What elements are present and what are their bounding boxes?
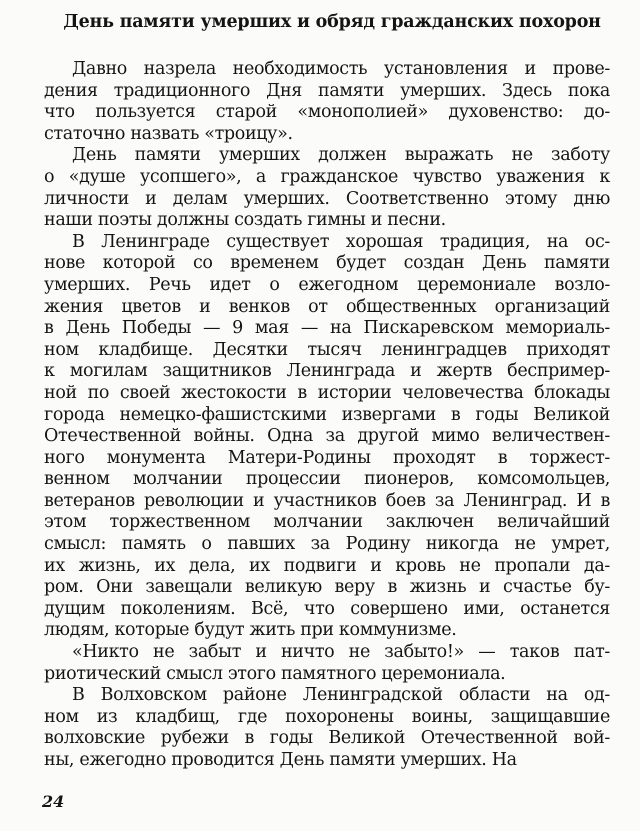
text-line: ром. Они завещали великую веру в жизнь и счастье бу- [44, 577, 610, 598]
paragraph [44, 145, 610, 231]
text-line: В Волховском районе Ленинградской области на од- [72, 685, 610, 706]
text-line: наши поэты должны создать гимны и песни. [44, 210, 446, 231]
body-text [44, 59, 610, 772]
text-line: города немецко-фашистскими извергами в годы Великой [44, 404, 610, 425]
text-line: ветеранов революции и участников боев за Ленинград. И в [44, 490, 610, 511]
text-line: Давно назрела необходимость установления и прове- [72, 59, 610, 79]
text-line: День памяти умерших должен выражать не заботу [72, 145, 610, 166]
text-line: людям, которые будут жить при коммунизме. [44, 620, 457, 641]
text-line: личности и делам умерших. Соответственно этому дню [44, 188, 610, 209]
text-line: статочно назвать «троицу». [44, 123, 293, 144]
paragraph [44, 642, 610, 685]
text-line: Отечественной войны. Одна за другой мимо величествен- [44, 426, 610, 447]
section-title: День памяти умерших и обряд гражданских похорон [63, 12, 601, 32]
text-line: волховские рубежи в годы Великой Отечественной вой- [44, 728, 610, 749]
text-line: дения традиционного Дня памяти умерших. Здесь пока [44, 80, 610, 101]
paragraph [44, 685, 610, 771]
text-line: этом торжественном молчании заключен величайший [44, 512, 610, 533]
text-line: смысл: память о павших за Родину никогда не умрет, [44, 534, 610, 555]
page-number: 24 [42, 792, 65, 811]
text-line: жения цветов и венков от общественных организаций [44, 296, 610, 317]
text-line: ного монумента Матери-Родины проходят в торжест- [44, 447, 610, 468]
text-line: о «душе усопшего», а гражданское чувство уважения к [44, 166, 610, 187]
text-line: умерших. Речь идет о ежегодном церемониале возло- [44, 274, 610, 295]
paragraph [44, 59, 610, 145]
paragraph [44, 232, 610, 642]
text-line: ной по своей жестокости в истории человечества блокады [44, 382, 610, 403]
text-line: В Ленинграде существует хорошая традиция, на ос- [72, 231, 610, 252]
text-line: что пользуется старой «монополией» духовенство: до- [44, 102, 610, 123]
text-line: их жизнь, их дела, их подвиги и кровь не пропали да- [44, 555, 610, 576]
text-line: «Никто не забыт и ничто не забыто!» — таков пат- [72, 642, 610, 663]
text-line: к могилам защитников Ленинграда и жертв беспример- [44, 361, 610, 382]
text-line: ном из кладбищ, где похоронены воины, защищавшие [44, 706, 610, 727]
text-line: венном молчании процессии пионеров, комсомольцев, [44, 469, 610, 490]
text-line: ны, ежегодно проводится День памяти умерших. На [44, 750, 517, 770]
text-line: риотический смысл этого памятного церемониала. [44, 663, 506, 684]
text-line: ном кладбище. Десятки тысяч ленинградцев приходят [44, 339, 610, 360]
text-line: нове которой со временем будет создан День памяти [44, 253, 610, 274]
text-line: дущим поколениям. Всё, что совершено ими, останется [44, 598, 610, 619]
text-line: в День Победы — 9 мая — на Пискаревском мемориаль- [44, 318, 610, 339]
